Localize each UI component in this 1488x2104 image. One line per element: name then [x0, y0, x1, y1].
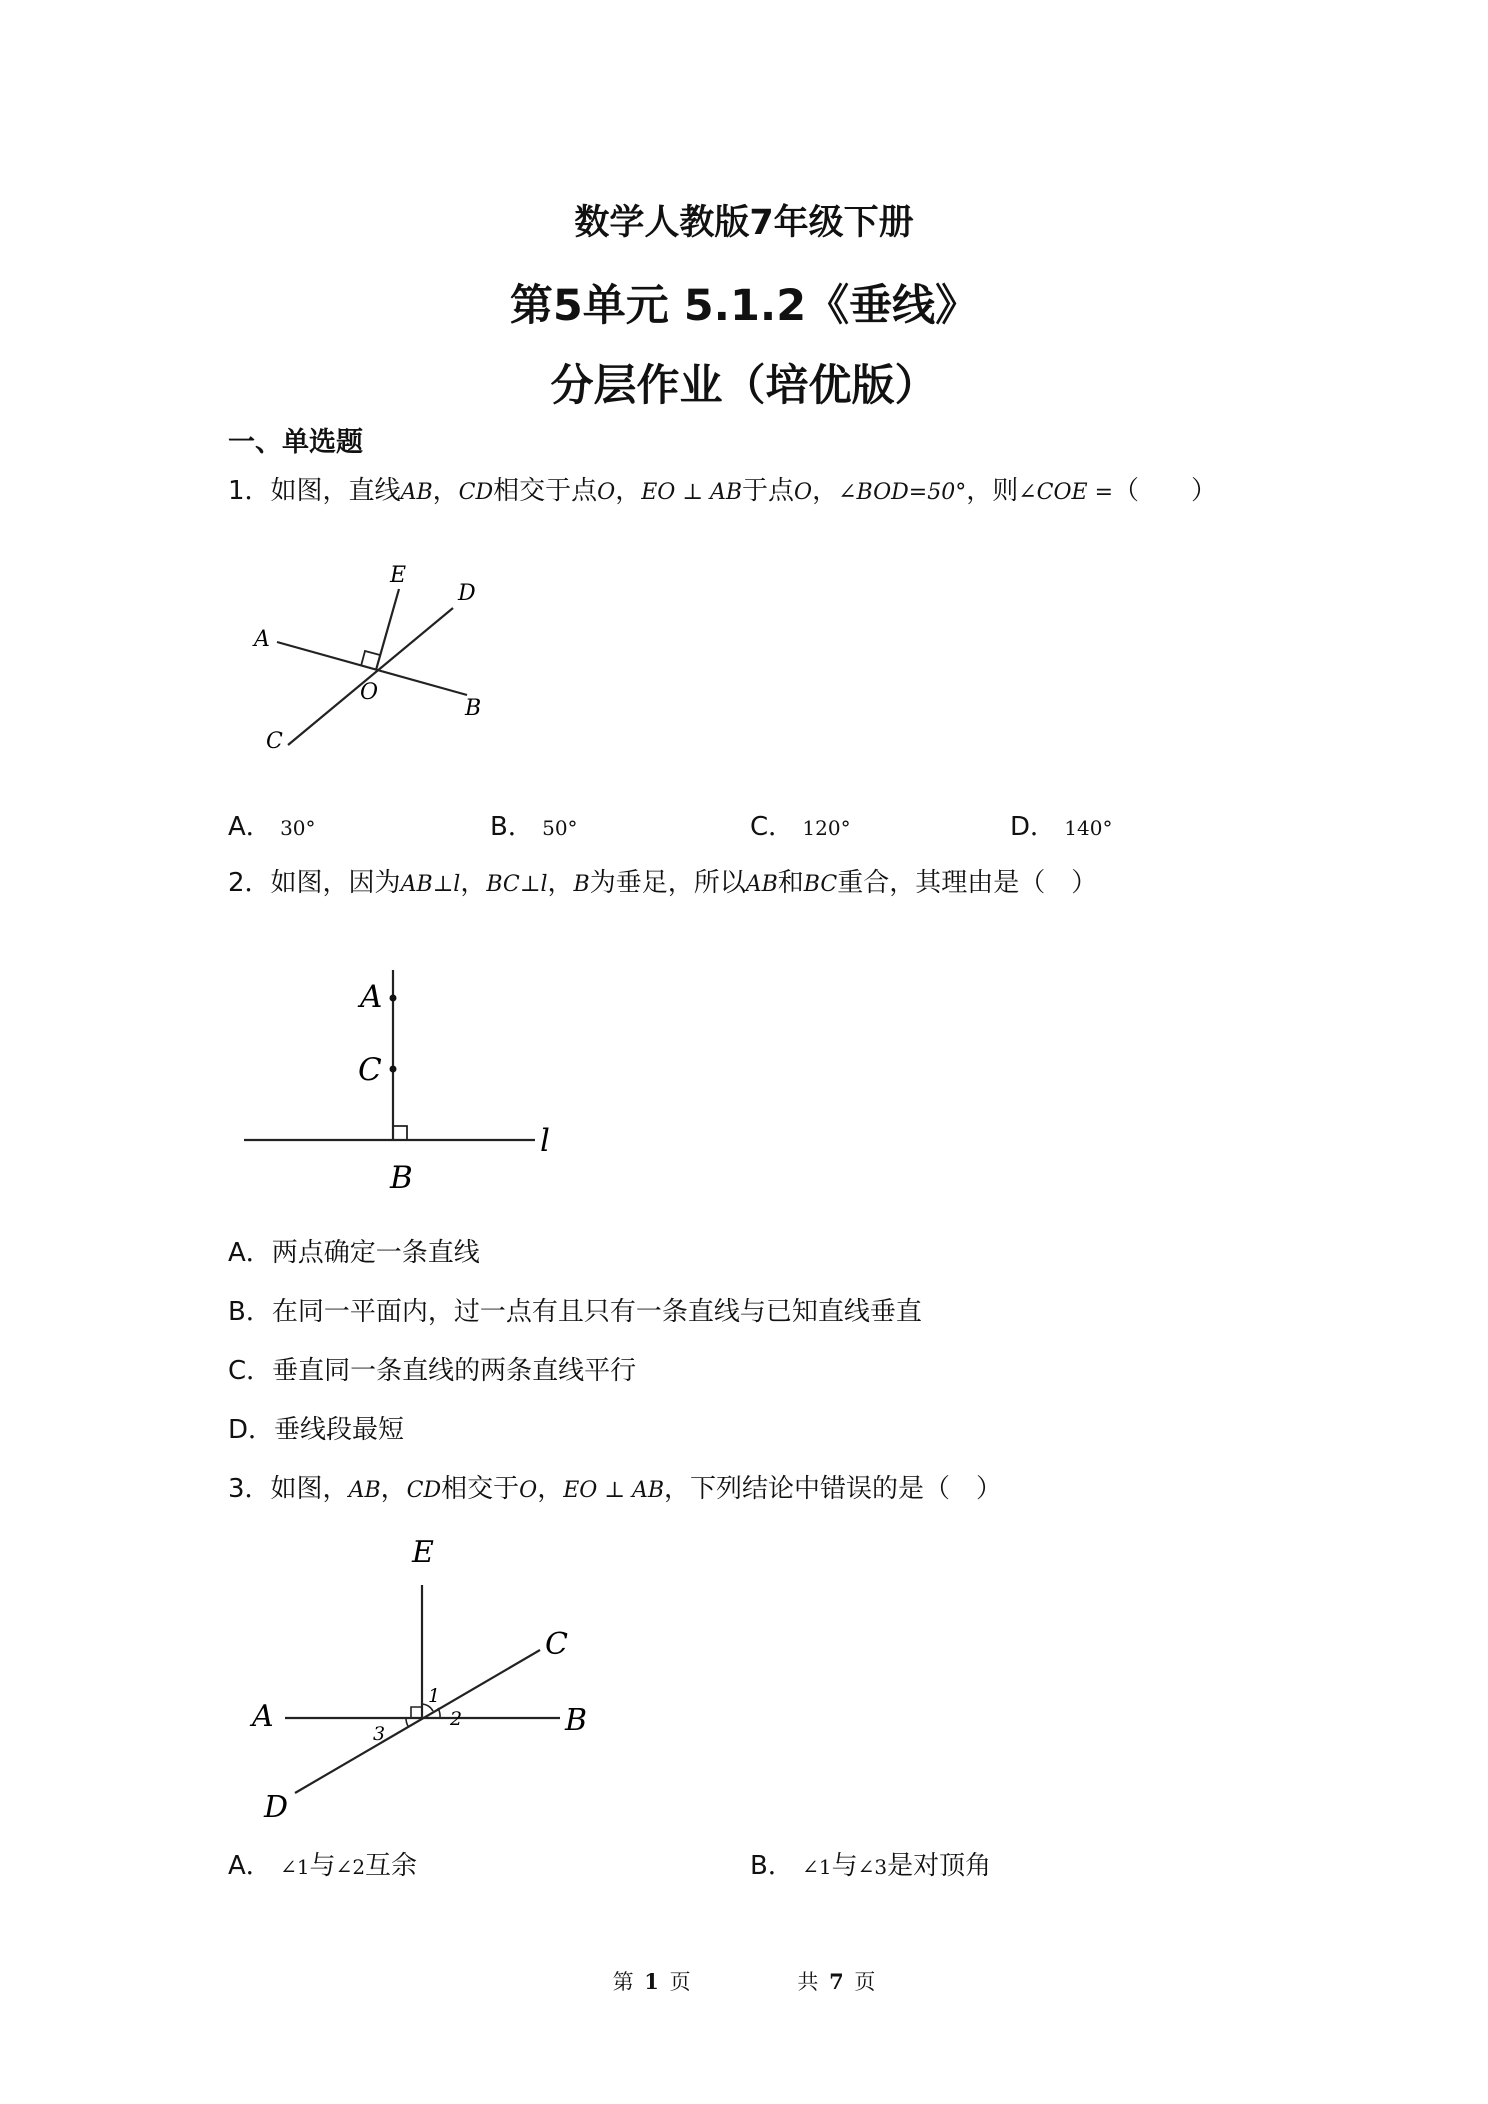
page-number: 1 [644, 1969, 659, 1994]
title-line1: 数学人教版7年级下册 [574, 203, 914, 243]
label-2: 2 [450, 1708, 463, 1730]
q1-figure [240, 555, 520, 765]
label-c: C [266, 729, 283, 754]
label-d: D [458, 581, 476, 606]
title-line3: 分层作业（培优版） [550, 361, 938, 411]
q1-number: 1． [228, 476, 271, 506]
q1-option-c[interactable]: C． 120° [750, 812, 851, 842]
label-a: A [252, 1699, 274, 1734]
q1-option-d[interactable]: D． 140° [1010, 812, 1113, 842]
label-o: O [360, 680, 379, 705]
right-angle-mark [393, 1126, 407, 1140]
label-a: A [254, 627, 270, 652]
label-l: l [540, 1123, 550, 1159]
q3-option-b[interactable]: B． ∠1与∠3是对顶角 [750, 1851, 992, 1881]
q2-option-a[interactable]: A．两点确定一条直线 [228, 1238, 480, 1268]
line-cd [288, 608, 453, 745]
label-d: D [264, 1790, 289, 1825]
q1-option-b[interactable]: B． 50° [490, 812, 578, 842]
point-c [390, 1066, 397, 1073]
angle-3-arc [406, 1718, 408, 1726]
page-footer: 第 1 页 共 7 页 [612, 1969, 876, 1994]
line-eo [376, 589, 399, 670]
label-3: 3 [373, 1723, 386, 1745]
label-1: 1 [428, 1685, 441, 1707]
q2-number: 2． [228, 868, 271, 898]
q3-figure [240, 1530, 620, 1830]
q2-figure [240, 945, 570, 1205]
label-c: C [358, 1052, 382, 1088]
point-a [390, 995, 397, 1002]
title-line2: 第5单元 5.1.2《垂线》 [509, 281, 979, 331]
label-b: B [390, 1160, 413, 1196]
question-2-text: 2．如图，因为AB⊥l，BC⊥l，B为垂足，所以AB和BC重合，其理由是（ ） [228, 868, 1098, 898]
q3-number: 3． [228, 1474, 271, 1504]
right-angle-mark [411, 1707, 422, 1718]
total-pages: 7 [829, 1969, 844, 1994]
label-e: E [412, 1535, 434, 1570]
label-c: C [545, 1627, 568, 1662]
label-e: E [390, 563, 407, 588]
line-cd [295, 1650, 540, 1793]
label-a: A [360, 979, 383, 1015]
q1-option-a[interactable]: A． 30° [228, 812, 316, 842]
question-3-text: 3．如图，AB，CD相交于O，EO ⊥ AB，下列结论中错误的是（ ） [228, 1474, 1003, 1504]
question-1-text: 1．如图，直线AB，CD相交于点O，EO ⊥ AB于点O，∠BOD=50°，则∠COE =（ ） [228, 476, 1218, 506]
q2-option-b[interactable]: B．在同一平面内，过一点有且只有一条直线与已知直线垂直 [228, 1297, 922, 1327]
label-b: B [565, 1703, 588, 1738]
section-heading: 一、单选题 [228, 427, 363, 458]
q2-option-c[interactable]: C．垂直同一条直线的两条直线平行 [228, 1356, 637, 1386]
q2-option-d[interactable]: D．垂线段最短 [228, 1415, 405, 1445]
label-b: B [465, 696, 482, 721]
q3-option-a[interactable]: A． ∠1与∠2互余 [228, 1851, 418, 1881]
